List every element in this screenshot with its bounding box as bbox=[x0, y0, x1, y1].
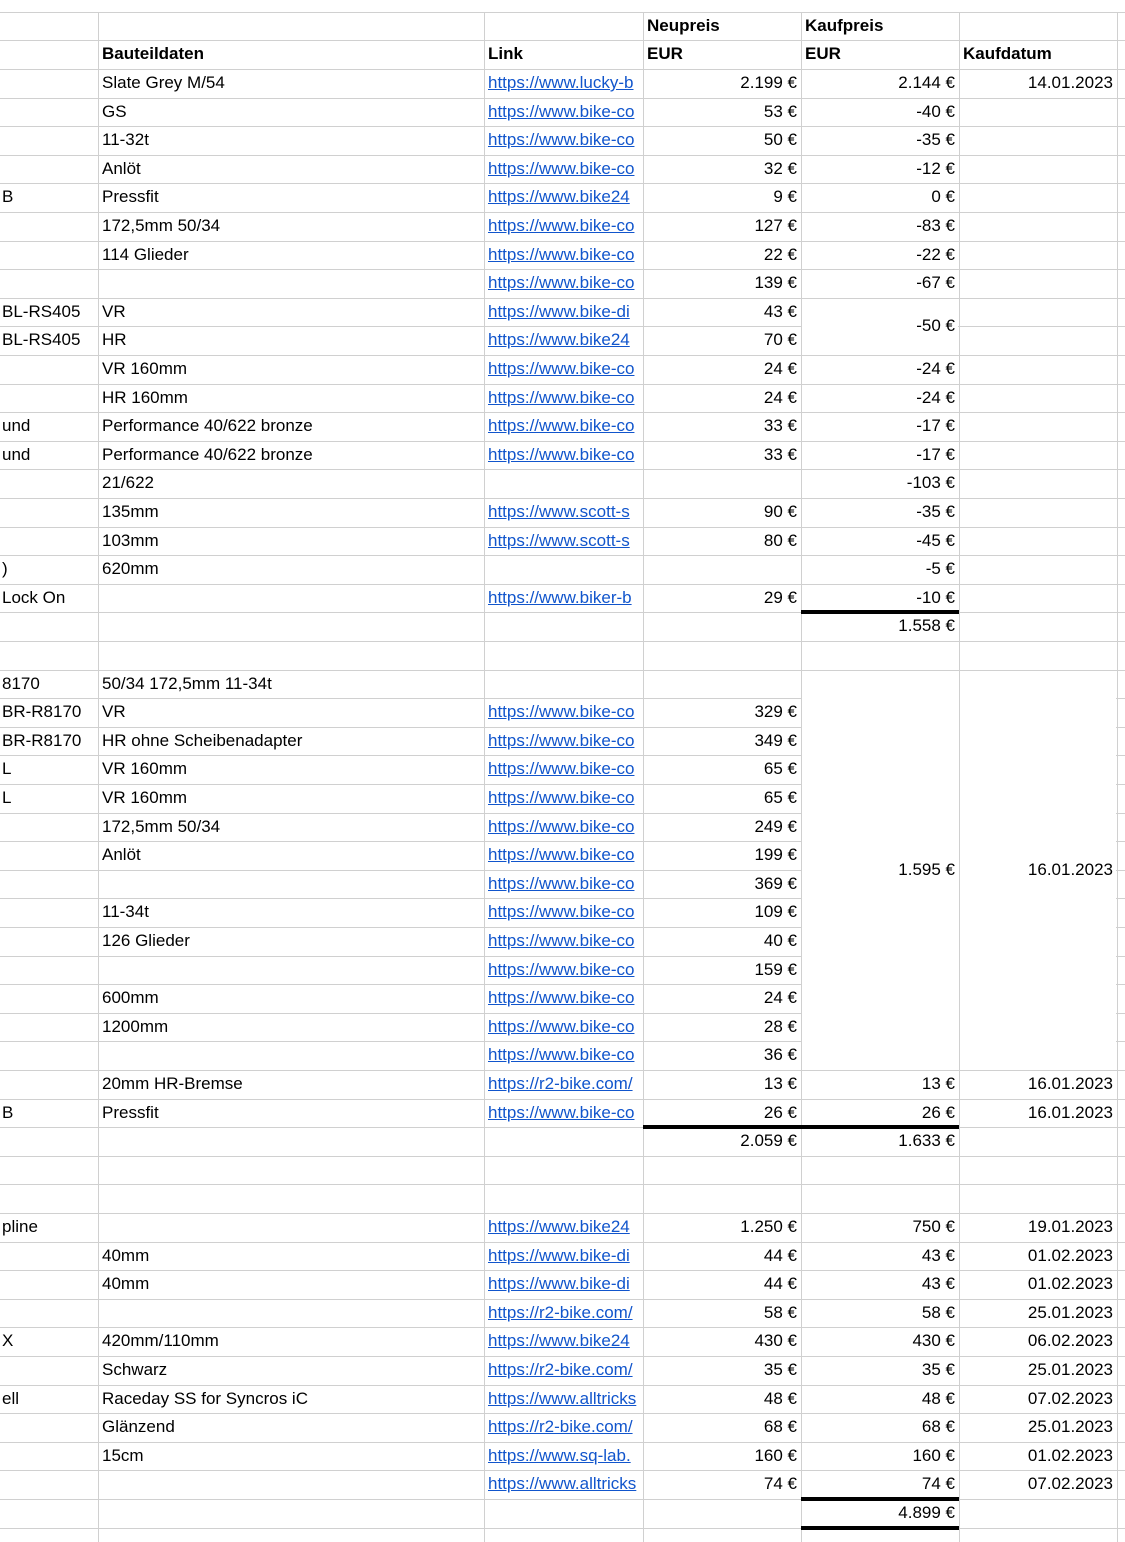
cell-kaufpreis: 1.558 € bbox=[898, 616, 955, 636]
cell-bauteildaten: 1200mm bbox=[102, 1016, 169, 1036]
cell-link[interactable]: https://www.bike-co bbox=[488, 931, 635, 950]
header-link: Link bbox=[488, 44, 523, 63]
cell-neupreis: 28 € bbox=[763, 1016, 797, 1036]
cell-neupreis: 36 € bbox=[763, 1045, 797, 1065]
cell-neupreis: 349 € bbox=[754, 730, 797, 750]
cell-bauteil: BL-RS405 bbox=[2, 330, 81, 350]
cell-kaufpreis: 48 € bbox=[921, 1388, 955, 1408]
cell-bauteildaten: VR 160mm bbox=[102, 759, 188, 779]
cell-link[interactable]: https://www.bike-co bbox=[488, 444, 635, 464]
cell-bauteil: X bbox=[2, 1331, 14, 1351]
cell-link[interactable]: https://www.bike24 bbox=[488, 187, 630, 207]
cell-bauteildaten: 40mm bbox=[102, 1274, 150, 1294]
cell-bauteil: B bbox=[2, 187, 14, 207]
cell-bauteildaten: Anlöt bbox=[102, 158, 141, 178]
cell-kaufpreis: -35 € bbox=[916, 130, 955, 150]
cell-bauteildaten: 20mm HR-Bremse bbox=[102, 1074, 243, 1093]
cell-link[interactable]: https://www.lucky-b bbox=[488, 73, 634, 92]
cell-kaufdatum: 07.02.2023 bbox=[1027, 1474, 1113, 1494]
cell-link[interactable]: https://www.bike24 bbox=[488, 1217, 630, 1236]
cell-neupreis: 40 € bbox=[763, 931, 797, 950]
cell-link[interactable]: https://www.alltricks bbox=[488, 1474, 637, 1494]
cell-bauteildaten: Glänzend bbox=[102, 1417, 175, 1437]
cell-kaufpreis: 58 € bbox=[921, 1302, 955, 1322]
cell-neupreis: 90 € bbox=[763, 502, 797, 521]
cell-neupreis: 44 € bbox=[763, 1274, 797, 1294]
cell-bauteildaten: Slate Grey M/54 bbox=[102, 73, 225, 92]
merged-kaufpreis: -50 € bbox=[916, 316, 955, 336]
cell-bauteildaten: 50/34 172,5mm 11-34t bbox=[102, 673, 272, 693]
cell-neupreis: 68 € bbox=[763, 1417, 797, 1437]
cell-neupreis: 329 € bbox=[754, 702, 797, 722]
total-border bbox=[643, 1125, 959, 1129]
cell-kaufdatum: 25.01.2023 bbox=[1027, 1360, 1113, 1379]
gridline-h bbox=[0, 40, 1125, 41]
cell-bauteildaten: Performance 40/622 bronze bbox=[102, 444, 313, 464]
cell-link[interactable]: https://www.alltricks bbox=[488, 1388, 637, 1408]
cell-link[interactable]: https://www.bike-co bbox=[488, 387, 635, 407]
total-border bbox=[801, 1526, 959, 1530]
cell-link[interactable]: https://www.bike-co bbox=[488, 730, 635, 750]
cell-bauteildaten: VR bbox=[102, 702, 126, 722]
cell-bauteildaten: 11-34t bbox=[102, 902, 149, 922]
cell-bauteil: und bbox=[2, 416, 31, 436]
cell-kaufpreis: -17 € bbox=[916, 444, 955, 464]
cell-neupreis: 32 € bbox=[763, 158, 797, 178]
cell-neupreis: 44 € bbox=[763, 1245, 797, 1265]
cell-kaufpreis: 4.899 € bbox=[898, 1503, 955, 1522]
cell-kaufdatum: 14.01.2023 bbox=[1027, 73, 1113, 92]
cell-kaufpreis: -22 € bbox=[916, 244, 955, 264]
cell-neupreis: 199 € bbox=[754, 845, 797, 865]
cell-link[interactable]: https://www.bike-co bbox=[488, 788, 635, 807]
cell-kaufpreis: 1.633 € bbox=[898, 1131, 955, 1151]
cell-neupreis: 22 € bbox=[763, 244, 797, 264]
gridline-h bbox=[0, 641, 1125, 642]
cell-kaufpreis: 160 € bbox=[912, 1445, 955, 1465]
cell-bauteil: und bbox=[2, 444, 31, 464]
cell-kaufpreis: 750 € bbox=[912, 1217, 955, 1236]
header-kaufpreis: Kaufpreis bbox=[805, 16, 884, 35]
cell-neupreis: 29 € bbox=[763, 587, 797, 607]
cell-bauteildaten: VR bbox=[102, 301, 126, 321]
cell-bauteildaten: 172,5mm 50/34 bbox=[102, 216, 221, 235]
header-neupreis-unit: EUR bbox=[647, 44, 683, 63]
cell-bauteildaten: 103mm bbox=[102, 530, 159, 550]
cell-link[interactable]: https://www.bike-co bbox=[488, 273, 635, 293]
cell-neupreis: 369 € bbox=[754, 873, 797, 893]
cell-kaufdatum: 25.01.2023 bbox=[1027, 1302, 1113, 1322]
cell-neupreis: 50 € bbox=[763, 130, 797, 150]
cell-neupreis: 139 € bbox=[754, 273, 797, 293]
cell-bauteildaten: 40mm bbox=[102, 1245, 150, 1265]
cell-kaufpreis: 74 € bbox=[921, 1474, 955, 1494]
cell-kaufpreis: -67 € bbox=[916, 273, 955, 293]
cell-bauteildaten: 620mm bbox=[102, 559, 159, 579]
cell-link[interactable]: https://r2-bike.com/ bbox=[488, 1417, 633, 1437]
cell-link[interactable]: https://www.bike-co bbox=[488, 1045, 635, 1065]
cell-bauteil: pline bbox=[2, 1217, 38, 1236]
cell-kaufdatum: 01.02.2023 bbox=[1027, 1445, 1113, 1465]
cell-kaufpreis: 43 € bbox=[921, 1245, 955, 1265]
cell-neupreis: 109 € bbox=[754, 902, 797, 922]
cell-neupreis: 127 € bbox=[754, 216, 797, 235]
cell-neupreis: 43 € bbox=[763, 301, 797, 321]
cell-neupreis: 9 € bbox=[773, 187, 797, 207]
cell-kaufpreis: 68 € bbox=[921, 1417, 955, 1437]
cell-kaufdatum: 01.02.2023 bbox=[1027, 1245, 1113, 1265]
cell-link[interactable]: https://www.bike-co bbox=[488, 1102, 635, 1122]
cell-bauteildaten: Raceday SS for Syncros iC bbox=[102, 1388, 308, 1408]
cell-bauteil: L bbox=[2, 788, 12, 807]
cell-neupreis: 26 € bbox=[763, 1102, 797, 1122]
cell-kaufpreis: 430 € bbox=[912, 1331, 955, 1351]
cell-link[interactable]: https://www.bike24 bbox=[488, 330, 630, 350]
cell-bauteildaten: HR bbox=[102, 330, 127, 350]
cell-link[interactable]: https://www.bike-co bbox=[488, 158, 635, 178]
cell-link[interactable]: https://www.bike-co bbox=[488, 902, 635, 922]
cell-link[interactable]: https://www.scott-s bbox=[488, 530, 630, 550]
cell-kaufdatum: 25.01.2023 bbox=[1027, 1417, 1113, 1437]
cell-bauteil: Lock On bbox=[2, 587, 66, 607]
cell-kaufpreis: -24 € bbox=[916, 359, 955, 378]
cell-link[interactable]: https://www.bike-di bbox=[488, 1245, 630, 1265]
cell-kaufdatum: 07.02.2023 bbox=[1027, 1388, 1113, 1408]
cell-link[interactable]: https://r2-bike.com/ bbox=[488, 1302, 633, 1322]
cell-neupreis: 430 € bbox=[754, 1331, 797, 1351]
cell-neupreis: 159 € bbox=[754, 959, 797, 979]
gridline-h bbox=[0, 1184, 1125, 1185]
cell-kaufpreis: 43 € bbox=[921, 1274, 955, 1294]
cell-bauteildaten: VR 160mm bbox=[102, 788, 188, 807]
cell-neupreis: 33 € bbox=[763, 416, 797, 436]
cell-bauteildaten: VR 160mm bbox=[102, 359, 188, 378]
merged-kaufdatum: 16.01.2023 bbox=[1027, 859, 1113, 879]
cell-kaufpreis: 26 € bbox=[921, 1102, 955, 1122]
cell-bauteildaten: Schwarz bbox=[102, 1360, 168, 1379]
cell-bauteildaten: Pressfit bbox=[102, 1102, 159, 1122]
cell-neupreis: 70 € bbox=[763, 330, 797, 350]
cell-bauteildaten: Pressfit bbox=[102, 187, 159, 207]
cell-link[interactable]: https://www.bike-co bbox=[488, 1016, 635, 1036]
cell-bauteildaten: 15cm bbox=[102, 1445, 144, 1465]
cell-bauteil: 8170 bbox=[2, 673, 40, 693]
cell-kaufpreis: -5 € bbox=[925, 559, 955, 579]
cell-link[interactable]: https://www.bike-co bbox=[488, 988, 635, 1008]
cell-link[interactable]: https://www.bike-co bbox=[488, 244, 635, 264]
cell-kaufpreis: -35 € bbox=[916, 502, 955, 521]
cell-link[interactable]: https://www.biker-b bbox=[488, 587, 632, 607]
cell-link[interactable]: https://www.scott-s bbox=[488, 502, 630, 521]
cell-bauteildaten: Anlöt bbox=[102, 845, 141, 865]
cell-kaufpreis: -12 € bbox=[916, 158, 955, 178]
gridline-h bbox=[0, 1156, 1125, 1157]
header-neupreis: Neupreis bbox=[647, 16, 720, 35]
cell-neupreis: 2.199 € bbox=[740, 73, 797, 92]
cell-kaufpreis: -10 € bbox=[916, 587, 955, 607]
cell-bauteildaten: 420mm/110mm bbox=[102, 1331, 219, 1351]
cell-kaufpreis: 35 € bbox=[921, 1360, 955, 1379]
cell-bauteildaten: HR 160mm bbox=[102, 387, 188, 407]
cell-link[interactable]: https://www.bike-co bbox=[488, 130, 635, 150]
cell-kaufdatum: 01.02.2023 bbox=[1027, 1274, 1113, 1294]
cell-neupreis: 24 € bbox=[763, 387, 797, 407]
cell-kaufdatum: 19.01.2023 bbox=[1027, 1217, 1113, 1236]
cell-bauteildaten: 126 Glieder bbox=[102, 931, 190, 950]
cell-neupreis: 58 € bbox=[763, 1302, 797, 1322]
cell-neupreis: 1.250 € bbox=[740, 1217, 797, 1236]
cell-bauteildaten: GS bbox=[102, 101, 127, 121]
cell-neupreis: 65 € bbox=[763, 759, 797, 779]
cell-kaufpreis: -40 € bbox=[916, 101, 955, 121]
cell-bauteil: BR-R8170 bbox=[2, 730, 82, 750]
cell-kaufpreis: -83 € bbox=[916, 216, 955, 235]
cell-link[interactable]: https://www.bike24 bbox=[488, 1331, 630, 1351]
cell-kaufdatum: 06.02.2023 bbox=[1027, 1331, 1113, 1351]
cell-link[interactable]: https://www.bike-co bbox=[488, 873, 635, 893]
cell-kaufpreis: -17 € bbox=[916, 416, 955, 436]
header-kaufdatum: Kaufdatum bbox=[963, 44, 1052, 63]
cell-kaufpreis: 2.144 € bbox=[898, 73, 955, 92]
cell-link[interactable]: https://www.bike-co bbox=[488, 416, 635, 436]
cell-bauteil: B bbox=[2, 1102, 14, 1122]
cell-bauteil: ) bbox=[2, 559, 8, 579]
cell-neupreis: 249 € bbox=[754, 816, 797, 836]
cell-link[interactable]: https://www.bike-di bbox=[488, 1274, 630, 1294]
cell-kaufdatum: 16.01.2023 bbox=[1027, 1102, 1113, 1122]
cell-kaufpreis: 0 € bbox=[931, 187, 955, 207]
cell-neupreis: 74 € bbox=[763, 1474, 797, 1494]
cell-link[interactable]: https://www.bike-co bbox=[488, 216, 635, 235]
cell-bauteildaten: Performance 40/622 bronze bbox=[102, 416, 313, 436]
cell-bauteil: BR-R8170 bbox=[2, 702, 82, 722]
cell-bauteil: L bbox=[2, 759, 12, 779]
cell-neupreis: 80 € bbox=[763, 530, 797, 550]
cell-link[interactable]: https://www.bike-co bbox=[488, 759, 635, 779]
cell-neupreis: 160 € bbox=[754, 1445, 797, 1465]
merged-kaufpreis: 1.595 € bbox=[898, 859, 955, 879]
cell-link[interactable]: https://www.bike-co bbox=[488, 101, 635, 121]
total-border bbox=[801, 610, 959, 614]
cell-link[interactable]: https://www.bike-di bbox=[488, 301, 630, 321]
cell-neupreis: 24 € bbox=[763, 988, 797, 1008]
cell-neupreis: 48 € bbox=[763, 1388, 797, 1408]
cell-bauteildaten: 135mm bbox=[102, 502, 159, 521]
cell-link[interactable]: https://www.sq-lab. bbox=[488, 1445, 631, 1465]
cell-neupreis: 53 € bbox=[763, 101, 797, 121]
cell-bauteildaten: 21/622 bbox=[102, 473, 154, 493]
cell-bauteildaten: HR ohne Scheibenadapter bbox=[102, 730, 303, 750]
cell-link[interactable]: https://www.bike-co bbox=[488, 702, 635, 722]
cell-bauteildaten: 114 Glieder bbox=[102, 244, 189, 264]
total-border bbox=[801, 1497, 959, 1501]
cell-kaufpreis: -45 € bbox=[916, 530, 955, 550]
cell-bauteildaten: 11-32t bbox=[102, 130, 149, 150]
cell-kaufdatum: 16.01.2023 bbox=[1027, 1074, 1113, 1093]
cell-neupreis: 13 € bbox=[763, 1074, 797, 1093]
cell-link[interactable]: https://www.bike-co bbox=[488, 359, 635, 378]
cell-link[interactable]: https://r2-bike.com/ bbox=[488, 1074, 633, 1093]
cell-kaufpreis: -24 € bbox=[916, 387, 955, 407]
cell-kaufpreis: -103 € bbox=[906, 473, 955, 493]
cell-neupreis: 35 € bbox=[763, 1360, 797, 1379]
cell-neupreis: 65 € bbox=[763, 788, 797, 807]
cell-link[interactable]: https://r2-bike.com/ bbox=[488, 1360, 633, 1379]
header-kaufpreis-unit: EUR bbox=[805, 44, 841, 63]
cell-bauteildaten: 172,5mm 50/34 bbox=[102, 816, 221, 836]
cell-link[interactable]: https://www.bike-co bbox=[488, 959, 635, 979]
cell-kaufpreis: 13 € bbox=[921, 1074, 955, 1093]
cell-link[interactable]: https://www.bike-co bbox=[488, 845, 635, 865]
header-bauteildaten: Bauteildaten bbox=[102, 44, 205, 63]
cell-link[interactable]: https://www.bike-co bbox=[488, 816, 635, 836]
cell-bauteil: BL-RS405 bbox=[2, 301, 81, 321]
gridline-h bbox=[0, 12, 1125, 13]
cell-bauteil: ell bbox=[2, 1388, 20, 1408]
cell-neupreis: 2.059 € bbox=[740, 1131, 797, 1151]
gridline-v bbox=[1117, 12, 1118, 1542]
cell-bauteildaten: 600mm bbox=[102, 988, 159, 1008]
cell-neupreis: 33 € bbox=[763, 444, 797, 464]
cell-neupreis: 24 € bbox=[763, 359, 797, 378]
